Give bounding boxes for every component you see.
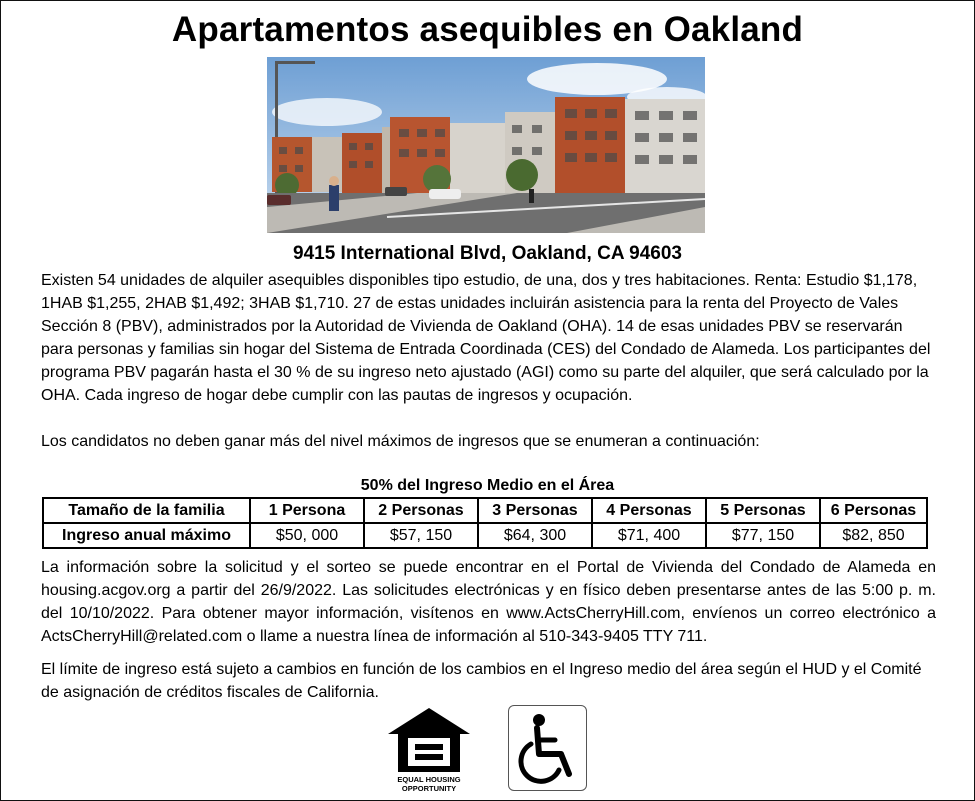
- table-header-cell: 4 Personas: [592, 498, 706, 523]
- income-limits-table: [42, 497, 928, 549]
- application-info-paragraph: La información sobre la solicitud y el sorteo se puede encontrar en el Portal de Vivienda del Condado de Alameda en housing.acgov.org a partir del 26/9/2022. Las solicitudes electrónicas y en físico deben presentarse antes de las 5:00 p. m. del 10/10/2022. Para obtener mayor información, visítenos en www.ActsCherryHill.com, envíenos un correo electrónico a ActsCherryHill@related.com o llame a nuestra línea de información al 510-343-9405 TTY 711.: [41, 559, 936, 645]
- table-row-label: Ingreso anual máximo: [43, 523, 250, 548]
- property-address: 9415 International Blvd, Oakland, CA 94603: [293, 243, 682, 264]
- table-header-cell: 2 Personas: [364, 498, 478, 523]
- table-header-cell: 6 Personas: [820, 498, 927, 523]
- wheelchair-accessibility-icon: [508, 705, 587, 791]
- table-cell: $64, 300: [478, 523, 592, 548]
- building-photo: [267, 57, 705, 233]
- equal-housing-text-1: EQUAL HOUSING: [397, 775, 461, 784]
- table-cell: $57, 150: [364, 523, 478, 548]
- table-cell: $50, 000: [250, 523, 364, 548]
- income-table-title: 50% del Ingreso Medio en el Área: [360, 477, 615, 494]
- table-cell: $71, 400: [592, 523, 706, 548]
- description-paragraph: Existen 54 unidades de alquiler asequibles disponibles tipo estudio, de una, dos y tres habitaciones. Renta: Estudio $1,178, 1HAB $1,255, 2HAB $1,492; 3HAB $1,710. 27 de estas unidades incluirán asistencia para la renta del Proyecto de Vales Sección 8 (PBV), administrados por la Autoridad de Vivienda de Oakland (OHA). 14 de esas unidades PBV se reservarán para personas y familias sin hogar del Sistema de Entrada Coordinada (CES) del Condado de Alameda. Los participantes del programa PBV pagarán hasta el 30 % de su ingreso neto ajustado (AGI) como su parte del alquiler, que será calculado por la OHA. Cada ingreso de hogar debe cumplir con las pautas de ingresos y ocupación.: [41, 272, 931, 404]
- table-header-row: [43, 498, 927, 523]
- page-title: Apartamentos asequibles en Oakland: [171, 10, 804, 49]
- table-cell: $77, 150: [706, 523, 820, 548]
- income-intro-paragraph: Los candidatos no deben ganar más del nivel máximos de ingresos que se enumeran a continuación:: [41, 433, 760, 450]
- income-limit-note: El límite de ingreso está sujeto a cambios en función de los cambios en el Ingreso medio del área según el HUD y el Comité de asignación de créditos fiscales de California.: [41, 661, 922, 701]
- table-row: [43, 523, 927, 548]
- table-header-cell: 3 Personas: [478, 498, 592, 523]
- table-header-cell: Tamaño de la familia: [43, 498, 250, 523]
- equal-housing-opportunity-icon: [386, 706, 472, 794]
- table-header-cell: 1 Persona: [250, 498, 364, 523]
- table-header-cell: 5 Personas: [706, 498, 820, 523]
- table-cell: $82, 850: [820, 523, 927, 548]
- equal-housing-text-2: OPPORTUNITY: [401, 784, 457, 793]
